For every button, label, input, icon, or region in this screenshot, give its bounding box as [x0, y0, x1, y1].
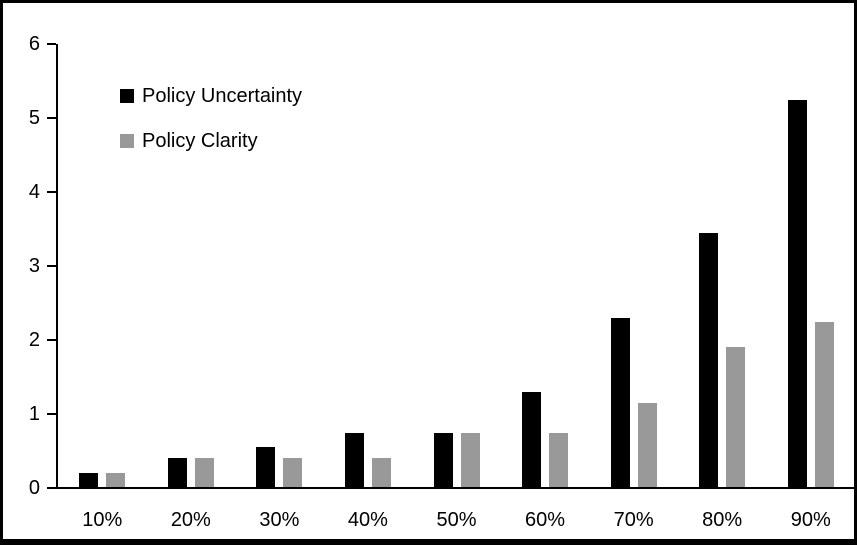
- y-axis-tick-label: 6: [28, 33, 40, 55]
- bar-policy-clarity-50%: [461, 433, 480, 489]
- y-axis-tick: [47, 487, 56, 489]
- bar-policy-uncertainty-20%: [168, 458, 187, 488]
- policy-uncertainty-swatch: [120, 89, 134, 103]
- y-axis-tick-label: 2: [28, 329, 40, 351]
- bar-policy-uncertainty-30%: [256, 447, 275, 488]
- bar-policy-clarity-20%: [195, 458, 214, 488]
- y-axis-tick: [47, 43, 56, 45]
- bar-policy-clarity-90%: [815, 322, 834, 489]
- bar-policy-uncertainty-80%: [699, 233, 718, 488]
- y-axis-tick-label: 4: [28, 181, 40, 203]
- x-axis-category-label: 70%: [613, 509, 654, 531]
- x-axis-category-label: 50%: [436, 509, 477, 531]
- bar-policy-uncertainty-90%: [788, 100, 807, 489]
- bar-policy-clarity-40%: [372, 458, 391, 488]
- y-axis-tick-label: 1: [28, 403, 40, 425]
- x-axis-category-label: 40%: [347, 509, 388, 531]
- x-axis-category-label: 20%: [170, 509, 211, 531]
- bar-policy-clarity-70%: [638, 403, 657, 488]
- y-axis-tick: [47, 413, 56, 415]
- bar-policy-clarity-10%: [106, 473, 125, 488]
- x-axis-category-label: 80%: [702, 509, 743, 531]
- y-axis-tick: [47, 339, 56, 341]
- bar-policy-uncertainty-10%: [79, 473, 98, 488]
- y-axis-tick: [47, 117, 56, 119]
- bar-policy-clarity-80%: [726, 347, 745, 488]
- policy-clarity-label: Policy Clarity: [142, 129, 258, 152]
- x-axis: [56, 487, 855, 489]
- bar-policy-uncertainty-40%: [345, 433, 364, 489]
- x-axis-category-label: 90%: [790, 509, 831, 531]
- y-axis-tick: [47, 265, 56, 267]
- policy-uncertainty-label: Policy Uncertainty: [142, 84, 303, 107]
- bar-policy-uncertainty-50%: [434, 433, 453, 489]
- y-axis: [56, 44, 58, 489]
- policy-clarity-swatch: [120, 134, 134, 148]
- legend-item-policy-clarity: [120, 129, 258, 153]
- bar-policy-clarity-60%: [549, 433, 568, 489]
- y-axis-tick-label: 0: [28, 477, 40, 499]
- x-axis-category-label: 30%: [259, 509, 300, 531]
- bar-policy-uncertainty-60%: [522, 392, 541, 488]
- legend-item-policy-uncertainty: [120, 84, 302, 108]
- bar-policy-uncertainty-70%: [611, 318, 630, 488]
- y-axis-tick-label: 3: [28, 255, 40, 277]
- x-axis-category-label: 60%: [525, 509, 566, 531]
- y-axis-tick: [47, 191, 56, 193]
- y-axis-tick-label: 5: [28, 107, 40, 129]
- bar-policy-clarity-30%: [283, 458, 302, 488]
- x-axis-category-label: 10%: [82, 509, 123, 531]
